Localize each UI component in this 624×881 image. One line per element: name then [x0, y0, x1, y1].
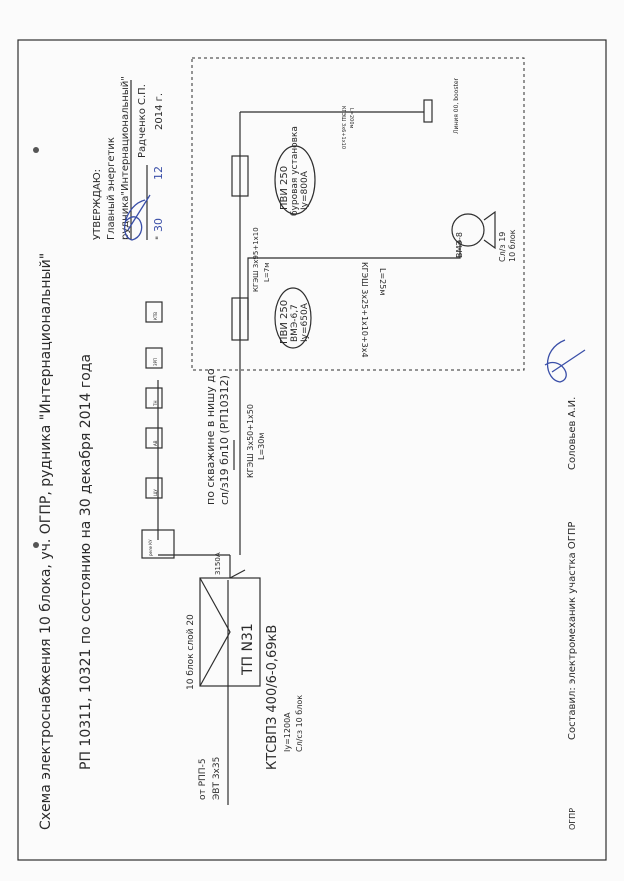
approval-name: Радченко С.П.: [137, 84, 148, 158]
dropdown-cable: КГЭШ 3х50+1х50: [246, 404, 255, 478]
approval-date-prefix: ": [155, 235, 165, 240]
pvi2-name: ПВИ 250: [279, 165, 290, 210]
breaker-rating: 3150А: [214, 552, 222, 575]
fan-cable-type: КГЭШ 3х25+1х10+3х4: [360, 262, 369, 358]
breaker: [230, 570, 245, 578]
pvi1-iy: Iу=650А: [300, 303, 310, 342]
fan-block: 10 блок: [508, 229, 517, 262]
booster-box: [424, 100, 432, 122]
substation-name: ТП N31: [240, 623, 256, 675]
fan-name: ВМЭ-8: [455, 232, 464, 258]
substation-location: 10 блок слой 20: [186, 614, 196, 690]
pvi2-iy: Iу=800А: [300, 171, 310, 210]
relay-label: АВ: [153, 440, 158, 446]
dashed-zone: [192, 58, 524, 370]
dropdown-note2: сл/з19 бл10 (РП10312): [218, 375, 231, 505]
dropdown-note1: по скважине в нишу до: [204, 368, 217, 505]
relay-label: реле КУ: [148, 539, 153, 556]
substation-iy: Iу=1200А: [283, 712, 292, 752]
zone-cable-type: КГЭШ 3х95+1х10: [252, 227, 260, 292]
relay-label: КТВ: [153, 311, 158, 320]
title-line2: РП 10311, 10321 по состоянию на 30 декабря 2014 года: [78, 353, 94, 770]
pvi1-name: ПВИ 250: [279, 299, 290, 344]
right-line-label: Линия 00, booster: [453, 78, 460, 134]
approval-date-day: 30: [152, 218, 165, 232]
fan-place: Сл/з 19: [498, 231, 507, 262]
relay-label: ТН: [153, 400, 158, 406]
approval-position2: рудника"Интернациональный": [120, 76, 131, 240]
approval-heading: УТВЕРЖДАЮ:: [92, 168, 103, 240]
right-cable-type: КГЭШ 3х6+1х10: [340, 106, 346, 150]
supply-cable: ЭВТ 3х35: [212, 756, 222, 800]
title-line1: Схема электроснабжения 10 блока, уч. ОГПР, рудника "Интернациональный": [38, 252, 54, 830]
dropdown-length: L=30м: [257, 432, 266, 460]
fan-cable-length: L=25м: [378, 268, 387, 296]
compiler-signature: [545, 340, 585, 382]
compiler-name: Соловьев А.И.: [567, 396, 578, 470]
pvi2-purpose: буровая установка: [290, 126, 300, 216]
punch-hole: [33, 147, 39, 153]
right-cable-length: L=200м: [348, 108, 354, 129]
substation-place: Сл/сз 10 блок: [295, 694, 304, 752]
pvi1-purpose: ВМЭ-6,7: [290, 304, 300, 342]
approval-date-month: 12: [152, 166, 165, 180]
relay-label: ЗРП: [153, 358, 158, 366]
zone-cable-length: L=7м: [263, 262, 271, 282]
compiler-text: Составил: электромеханик участка ОГПР: [567, 521, 578, 740]
supply-from: от РПП-5: [198, 758, 208, 800]
substation-symbol: [200, 578, 230, 686]
approval-date-year: 2014 г.: [154, 92, 165, 130]
stamp-label: ОГПР: [568, 807, 577, 830]
substation-type: КТСВПЗ 400/6-0,69кВ: [265, 624, 280, 770]
fan-outlet: [484, 212, 495, 248]
relay-label: ЩУ: [153, 489, 158, 496]
approval-position1: Главный энергетик: [106, 137, 117, 240]
